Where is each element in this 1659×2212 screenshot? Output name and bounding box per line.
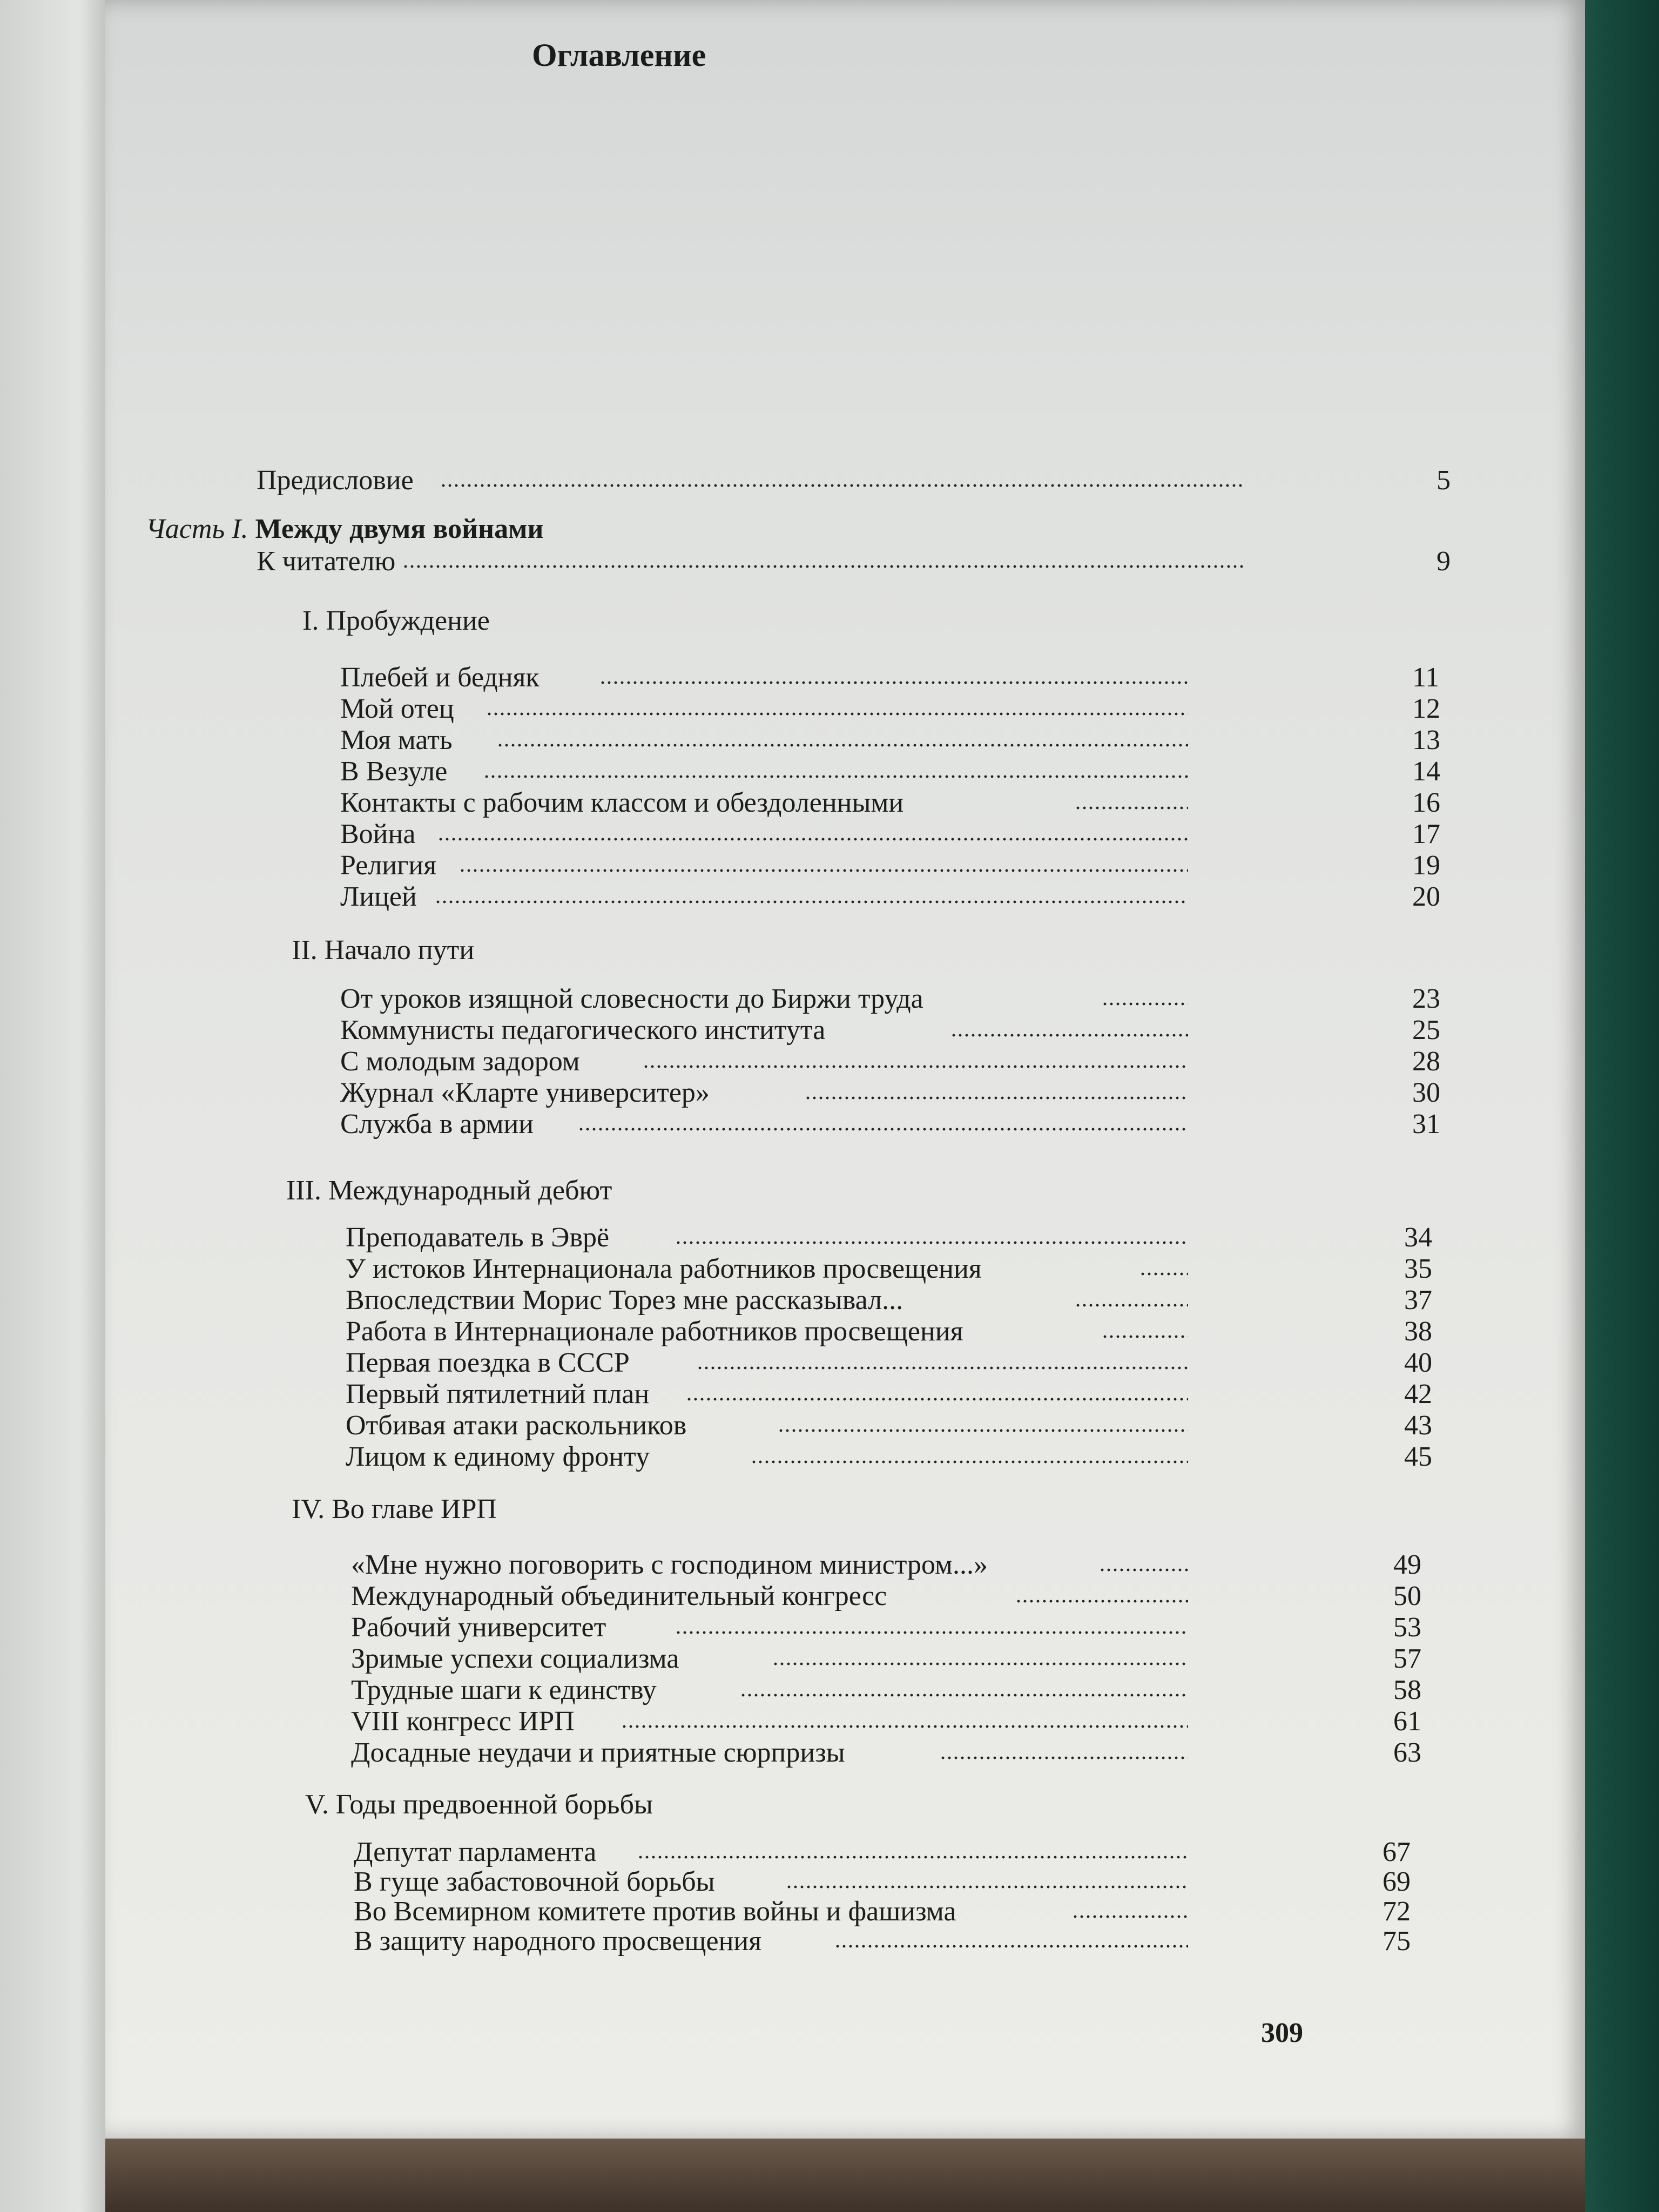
leader-dots (643, 1065, 1188, 1068)
toc-entry (340, 1108, 1447, 1142)
toc-entry (340, 849, 1447, 883)
toc-entry-page: 49 (1393, 1549, 1421, 1580)
leader-dots (740, 1694, 1188, 1697)
toc-entry-label: Служба в армии (340, 1109, 534, 1139)
toc-entry-page: 50 (1393, 1581, 1421, 1611)
toc-entry-page: 20 (1412, 881, 1440, 912)
toc-entry (351, 1674, 1426, 1708)
toc-entry (340, 818, 1447, 852)
toc-entry (340, 1046, 1447, 1079)
leader-dots (437, 838, 1188, 841)
toc-entry-page: 5 (1437, 465, 1451, 496)
toc-page (105, 0, 1585, 2139)
toc-entry-page: 61 (1393, 1706, 1421, 1737)
leader-dots (459, 869, 1188, 872)
leader-dots (486, 712, 1188, 716)
leader-dots (786, 1885, 1188, 1889)
toc-entry-page: 9 (1437, 546, 1451, 577)
toc-entry-label: Зримые успехи социализма (351, 1643, 679, 1674)
toc-entry-label: VIII конгресс ИРП (351, 1706, 575, 1737)
leader-dots (1015, 1600, 1188, 1603)
toc-entry (346, 1284, 1437, 1318)
toc-entry-label: Плебей и бедняк (340, 662, 539, 693)
toc-entry-label: Рабочий университет (351, 1612, 606, 1643)
leader-dots (637, 1856, 1188, 1859)
toc-entry (340, 724, 1447, 758)
leader-dots (751, 1460, 1188, 1464)
chapter-heading: III. Международный дебют (286, 1175, 612, 1206)
toc-entry (354, 1836, 1428, 1870)
toc-entry-label: Первая поездка в СССР (346, 1347, 630, 1378)
toc-entry-page: 25 (1412, 1015, 1440, 1046)
toc-entry-page: 12 (1412, 693, 1440, 724)
toc-entry-page: 23 (1412, 983, 1440, 1014)
toc-entry (346, 1222, 1437, 1255)
leader-dots (1102, 1335, 1188, 1338)
toc-entry-reader (257, 545, 1466, 579)
toc-entry (351, 1643, 1426, 1676)
toc-entry-page: 11 (1412, 662, 1440, 693)
leader-dots (1072, 1915, 1188, 1918)
toc-entry-label: Во Всемирном комитете против войны и фашизма (354, 1896, 956, 1927)
leader-dots (778, 1429, 1188, 1432)
toc-entry (340, 1077, 1447, 1110)
part-prefix: Часть I. (146, 514, 248, 544)
toc-entry-label: В защиту народного просвещения (354, 1926, 762, 1957)
toc-entry-label: Война (340, 819, 416, 849)
leader-dots (950, 1034, 1188, 1037)
toc-entry-label: Международный объединительный конгресс (351, 1581, 887, 1611)
leader-dots (497, 744, 1188, 747)
chapter-heading: IV. Во главе ИРП (292, 1494, 497, 1525)
leader-dots (599, 681, 1188, 684)
toc-entry-label: Лицей (340, 881, 417, 912)
toc-entry-page: 75 (1382, 1926, 1411, 1957)
toc-entry-label: Досадные неудачи и приятные сюрпризы (351, 1737, 845, 1768)
toc-entry-page: 57 (1393, 1643, 1421, 1674)
page-title: Оглавление (532, 37, 706, 73)
toc-entry-page: 38 (1404, 1316, 1432, 1347)
toc-entry-preface (257, 464, 1466, 498)
toc-entry-label: Контакты с рабочим классом и обездоленными (340, 787, 904, 818)
left-page-edge (0, 0, 113, 2212)
toc-entry-label: Журнал «Кларте университер» (340, 1077, 710, 1108)
toc-entry (346, 1253, 1437, 1286)
toc-entry-page: 13 (1412, 725, 1440, 756)
toc-entry-page: 16 (1412, 787, 1440, 818)
toc-entry-page: 67 (1382, 1837, 1411, 1867)
toc-entry-label: От уроков изящной словесности до Биржи труда (340, 983, 923, 1014)
toc-entry (351, 1705, 1426, 1739)
toc-entry-label: Работа в Интернационале работников просвещения (346, 1316, 963, 1347)
toc-entry (354, 1896, 1428, 1929)
leader-dots (402, 565, 1245, 568)
toc-entry-label: Первый пятилетний план (346, 1379, 650, 1410)
toc-entry-page: 19 (1412, 850, 1440, 881)
toc-entry (346, 1316, 1437, 1349)
chapter-heading: V. Годы предвоенной борьбы (305, 1789, 653, 1820)
toc-entry-label: У истоков Интернационала работников просвещения (346, 1253, 982, 1284)
toc-entry-page: 40 (1404, 1347, 1432, 1378)
toc-entry-label: «Мне нужно поговорить с господином министром...» (351, 1549, 988, 1580)
leader-dots (675, 1631, 1188, 1634)
toc-entry-page: 58 (1393, 1675, 1421, 1705)
toc-entry-page: 63 (1393, 1737, 1421, 1768)
toc-entry-label: Трудные шаги к единству (351, 1675, 657, 1705)
toc-entry (351, 1737, 1426, 1770)
toc-entry-page: 53 (1393, 1612, 1421, 1643)
toc-entry (340, 662, 1447, 695)
leader-dots (697, 1366, 1188, 1370)
toc-entry-label: Депутат парламента (354, 1837, 597, 1867)
leader-dots (834, 1945, 1188, 1948)
toc-entry (351, 1611, 1426, 1645)
toc-entry-label: Предисловие (257, 465, 414, 496)
toc-entry (354, 1866, 1428, 1899)
toc-entry (354, 1925, 1428, 1959)
page-number: 309 (1261, 2018, 1303, 2048)
toc-entry-page: 28 (1412, 1046, 1440, 1077)
toc-entry-page: 31 (1412, 1109, 1440, 1139)
toc-entry-page: 17 (1412, 819, 1440, 849)
chapter-heading: I. Пробуждение (302, 605, 490, 636)
leader-dots (1075, 806, 1188, 810)
toc-entry (340, 693, 1447, 726)
toc-entry-page: 45 (1404, 1441, 1432, 1472)
toc-entry (340, 881, 1447, 914)
table-surface (105, 2139, 1585, 2212)
toc-entry-label: Коммунисты педагогического института (340, 1015, 826, 1046)
toc-entry (340, 983, 1447, 1016)
toc-entry-label: Преподаватель в Эврё (346, 1222, 610, 1253)
toc-entry (351, 1549, 1426, 1582)
toc-entry (346, 1378, 1437, 1412)
leader-dots (578, 1128, 1188, 1131)
toc-entry-page: 37 (1404, 1285, 1432, 1316)
toc-entry-label: Моя мать (340, 725, 453, 756)
leader-dots (435, 900, 1188, 903)
toc-entry (346, 1410, 1437, 1443)
toc-entry (340, 787, 1447, 820)
toc-entry-page: 35 (1404, 1253, 1432, 1284)
leader-dots (621, 1725, 1188, 1728)
toc-entry (346, 1347, 1437, 1380)
toc-entry-label: Мой отец (340, 693, 454, 724)
toc-entry-label: Лицом к единому фронту (346, 1441, 650, 1472)
toc-entry-label: В Везуле (340, 756, 448, 787)
toc-entry-label: Отбивая атаки раскольников (346, 1410, 687, 1441)
leader-dots (686, 1398, 1188, 1401)
toc-entry-page: 72 (1382, 1896, 1411, 1927)
toc-entry-label: С молодым задором (340, 1046, 580, 1077)
leader-dots (1075, 1304, 1188, 1307)
toc-entry (340, 1014, 1447, 1048)
toc-entry-page: 43 (1404, 1410, 1432, 1441)
leader-dots (772, 1662, 1188, 1665)
toc-entry-page: 34 (1404, 1222, 1432, 1253)
part-label: Между двумя войнами (255, 514, 544, 544)
toc-entry-page: 30 (1412, 1077, 1440, 1108)
toc-entry-label: В гуще забастовочной борьбы (354, 1866, 715, 1897)
toc-entry-label: К читателю (257, 546, 396, 577)
leader-dots (1099, 1568, 1188, 1572)
toc-entry-label: Впоследствии Морис Торез мне рассказывал... (346, 1285, 903, 1316)
leader-dots (1139, 1272, 1188, 1276)
toc-entry-label: Религия (340, 850, 437, 881)
leader-dots (440, 484, 1245, 487)
toc-entry-page: 42 (1404, 1379, 1432, 1410)
toc-entry (346, 1441, 1437, 1474)
leader-dots (675, 1241, 1188, 1244)
toc-entry (351, 1580, 1426, 1614)
leader-dots (940, 1756, 1188, 1759)
leader-dots (1102, 1002, 1188, 1006)
chapter-heading: II. Начало пути (292, 935, 475, 966)
leader-dots (483, 775, 1188, 778)
leader-dots (805, 1096, 1188, 1100)
toc-entry-page: 14 (1412, 756, 1440, 787)
part-heading (146, 513, 543, 545)
toc-entry (340, 756, 1447, 789)
toc-entry-page: 69 (1382, 1866, 1411, 1897)
